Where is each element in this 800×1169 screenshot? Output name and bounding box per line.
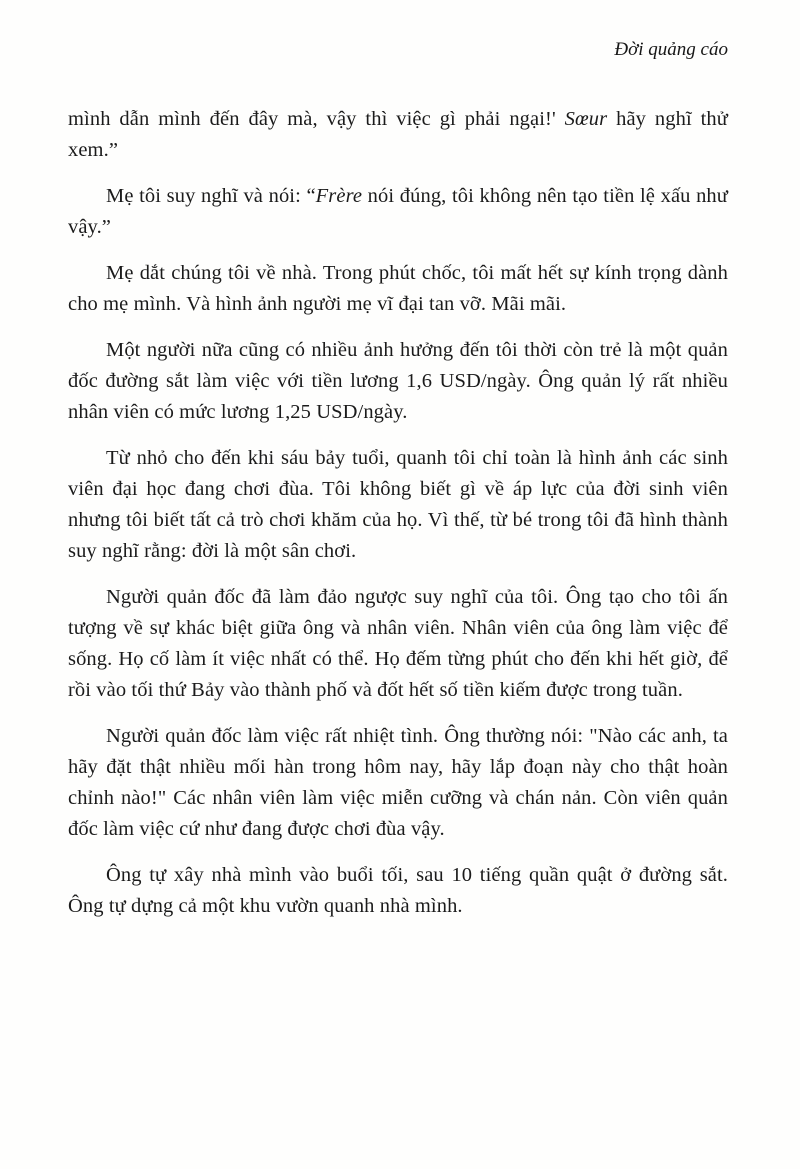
text-run: Người quản đốc làm việc rất nhiệt tình. Ông thường nói: "Nào các anh, ta hãy đặt thật nhiều mối hàn trong hôm nay, hãy lắp đoạn này cho thật hoàn chỉnh nào!" Các nhân viên làm việc miễn cưỡng và chán nản. Còn viên quản đốc làm việc cứ như đang được chơi đùa vậy.: [68, 725, 728, 840]
italic-text-run: Sœur: [564, 108, 608, 130]
text-run: Một người nữa cũng có nhiều ảnh hưởng đến tôi thời còn trẻ là một quản đốc đường sắt làm việc với tiền lương 1,6 USD/ngày. Ông quản lý rất nhiều nhân viên có mức lương 1,25 USD/ngày.: [68, 339, 728, 423]
text-run: Người quản đốc đã làm đảo ngược suy nghĩ của tôi. Ông tạo cho tôi ấn tượng về sự khác biệt giữa ông và nhân viên. Nhân viên của ông làm việc để sống. Họ cố làm ít việc nhất có thể. Họ đếm từng phút cho đến khi hết giờ, để rồi vào tối thứ Bảy vào thành phố và đốt hết số tiền kiếm được trong tuần.: [68, 586, 728, 701]
paragraph: [68, 258, 728, 320]
running-header: Đời quảng cáo: [614, 39, 728, 60]
paragraph: [68, 335, 728, 428]
text-run: hãy nghĩ thử xem.”: [68, 108, 728, 161]
paragraph: [68, 181, 728, 243]
paragraph: [68, 104, 728, 166]
italic-text-run: Frère: [315, 185, 363, 207]
paragraph: [68, 860, 728, 922]
text-run: Mẹ dắt chúng tôi về nhà. Trong phút chốc, tôi mất hết sự kính trọng dành cho mẹ mình. Và hình ảnh người mẹ vĩ đại tan vỡ. Mãi mãi.: [68, 262, 728, 315]
paragraph: [68, 721, 728, 845]
text-run: Ông tự xây nhà mình vào buổi tối, sau 10 tiếng quần quật ở đường sắt. Ông tự dựng cả một khu vườn quanh nhà mình.: [68, 864, 728, 917]
text-run: mình dẫn mình đến đây mà, vậy thì việc gì phải ngại!': [68, 108, 565, 130]
page-body: [68, 104, 728, 922]
text-run: Mẹ tôi suy nghĩ và nói: “: [106, 185, 316, 207]
text-run: Từ nhỏ cho đến khi sáu bảy tuổi, quanh tôi chỉ toàn là hình ảnh các sinh viên đại học đang chơi đùa. Tôi không biết gì về áp lực của đời sinh viên nhưng tôi biết tất cả trò chơi khăm của họ. Vì thế, từ bé trong tôi đã hình thành suy nghĩ rằng: đời là một sân chơi.: [68, 447, 728, 562]
paragraph: [68, 443, 728, 567]
text-run: nói đúng, tôi không nên tạo tiền lệ xấu như vậy.”: [68, 185, 728, 238]
paragraph: [68, 582, 728, 706]
